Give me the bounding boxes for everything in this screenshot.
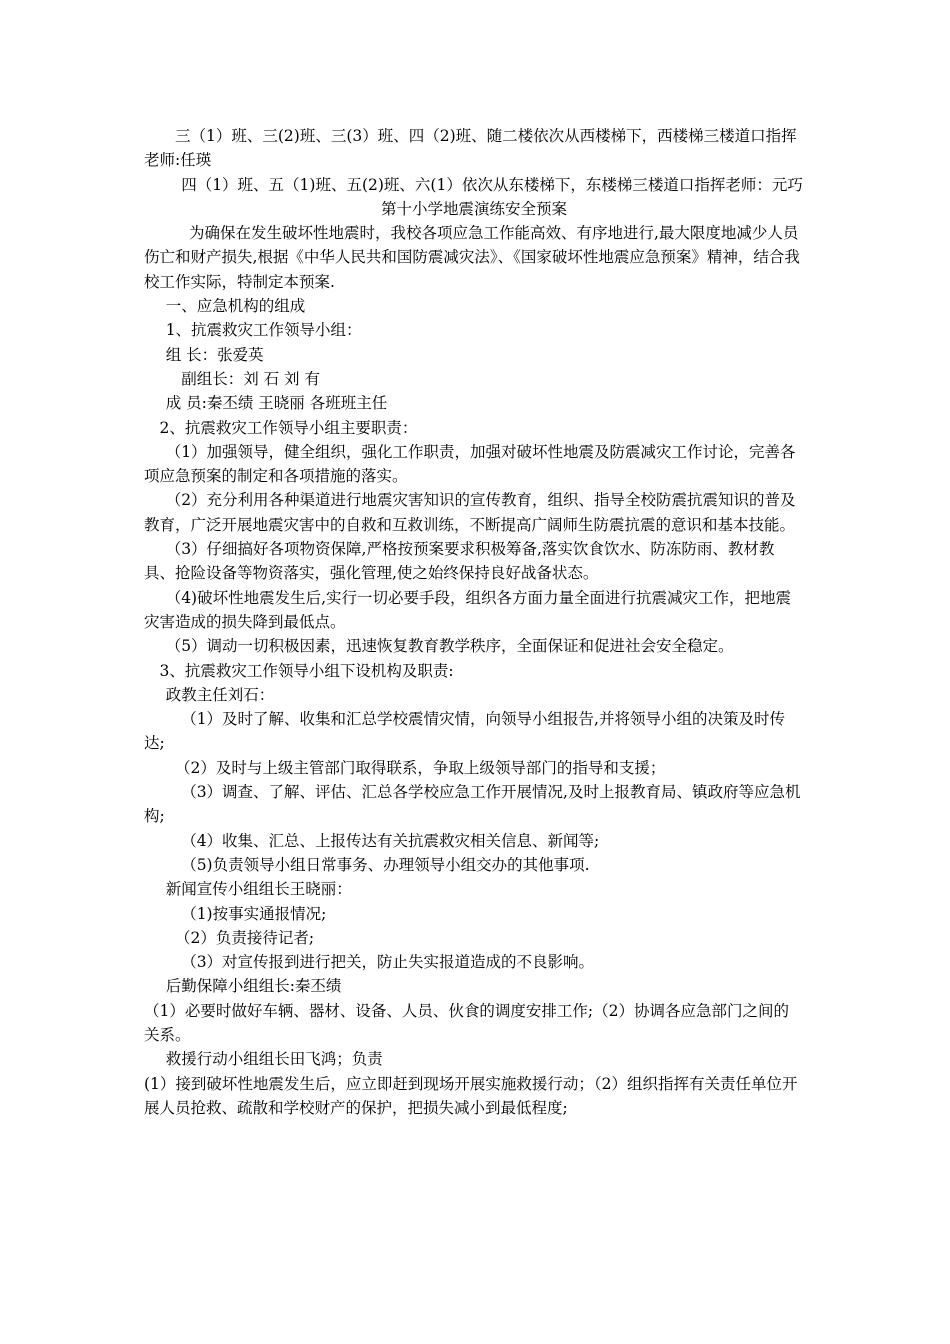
news-group-heading: 新闻宣传小组组长王晓丽： — [165, 880, 352, 899]
section-heading-1: 一、应急机构的组成 — [165, 297, 306, 316]
news-duty-2: （2）负责接待记者; — [175, 928, 315, 947]
news-duty-1: （1)按事实通报情况; — [181, 904, 327, 923]
political-duty-3: （3）调查、了解、评估、汇总各学校应急工作开展情况,及时上报教育局、镇政府等应急机构; — [144, 783, 801, 826]
leader-line: 组 长：张爱英 — [165, 345, 264, 364]
intro-paragraph: 为确保在发生破坏性地震时，我校各项应急工作能高效、有序地进行,最大限度地减少人员伤亡和财产损失,根据《中华人民共和国防震减灾法》、《国家破坏性地震应急预案》精神，结合我校工作实际，特制定本预案. — [144, 224, 800, 291]
duty-item-3: （3）仔细搞好各项物资保障,严格按预案要求积极筹备,落实饮食饮水、防冻防雨、教材教具、抢险设备等物资落实，强化管理,使之始终保持良好战备状态。 — [144, 540, 775, 583]
political-director-heading: 政教主任刘石： — [165, 685, 275, 704]
paragraph-class-evacuation-west: 三（1）班、三(2)班、三(3）班、四（2)班、随二楼依次从西楼梯下，西楼梯三楼道口指挥老师:任瑛 — [144, 127, 797, 170]
subsection-heading-1-1: 1、抗震救灾工作领导小组： — [165, 321, 362, 340]
duty-item-1: （1）加强领导，健全组织，强化工作职责，加强对破坏性地震及防震减灾工作讨论，完善各项应急预案的制定和各项措施的落实。 — [144, 442, 796, 486]
political-duty-2: （2）及时与上级主管部门取得联系，争取上级领导部门的指导和支援； — [175, 758, 666, 777]
political-duty-4: （4）收集、汇总、上报传达有关抗震救灾相关信息、新闻等; — [181, 831, 600, 850]
members-line: 成 员:秦丕绩 王晓丽 各班班主任 — [165, 394, 388, 413]
subsection-heading-1-2: 2、抗震救灾工作领导小组主要职责： — [159, 418, 418, 437]
subsection-heading-1-3: 3、抗震救灾工作领导小组下设机构及职责: — [159, 661, 454, 680]
duty-item-2: （2）充分利用各种渠道进行地震灾害知识的宣传教育，组织、指导全校防震抗震知识的普及教育，广泛开展地震灾害中的自救和互救训练，不断提高广阔师生防震抗震的意识和基本技能。 — [144, 491, 796, 534]
document-title: 第十小学地震演练安全预案 — [380, 199, 567, 218]
deputy-leader-line: 副组长：刘 石 刘 有 — [181, 369, 320, 388]
rescue-group-heading: 救援行动小组组长田飞鸿；负责 — [165, 1050, 383, 1069]
duty-item-5: （5）调动一切积极因素，迅速恢复教育教学秩序，全面保证和促进社会安全稳定。 — [165, 637, 734, 656]
political-duty-1: （1）及时了解、收集和汇总学校震情灾情，向领导小组报告,并将领导小组的决策及时传达; — [144, 710, 785, 753]
rescue-duties: (1）接到破坏性地震发生后，应立即赶到现场开展实施救援行动；（2）组织指挥有关责任单位开展人员抢救、疏散和学校财产的保护，把损失减小到最低程度; — [144, 1074, 798, 1117]
logistics-group-heading: 后勤保障小组组长:秦丕绩 — [165, 977, 342, 996]
duty-item-4: （4)破坏性地震发生后,实行一切必要手段，组织各方面力量全面进行抗震减灾工作，把地震灾害造成的损失降到最低点。 — [144, 588, 792, 631]
news-duty-3: （3）对宣传报到进行把关，防止失实报道造成的不良影响。 — [181, 953, 595, 972]
document-page — [144, 124, 804, 1120]
logistics-duties: （1）必要时做好车辆、器材、设备、人员、伙食的调度安排工作;（2）协调各应急部门之间的关系。 — [144, 1001, 789, 1044]
paragraph-class-evacuation-east: 四（1）班、五（1)班、五(2)班、六(1）依次从东楼梯下，东楼梯三楼道口指挥老师：元巧 — [181, 175, 803, 194]
political-duty-5: （5)负责领导小组日常事务、办理领导小组交办的其他事项. — [181, 855, 590, 874]
